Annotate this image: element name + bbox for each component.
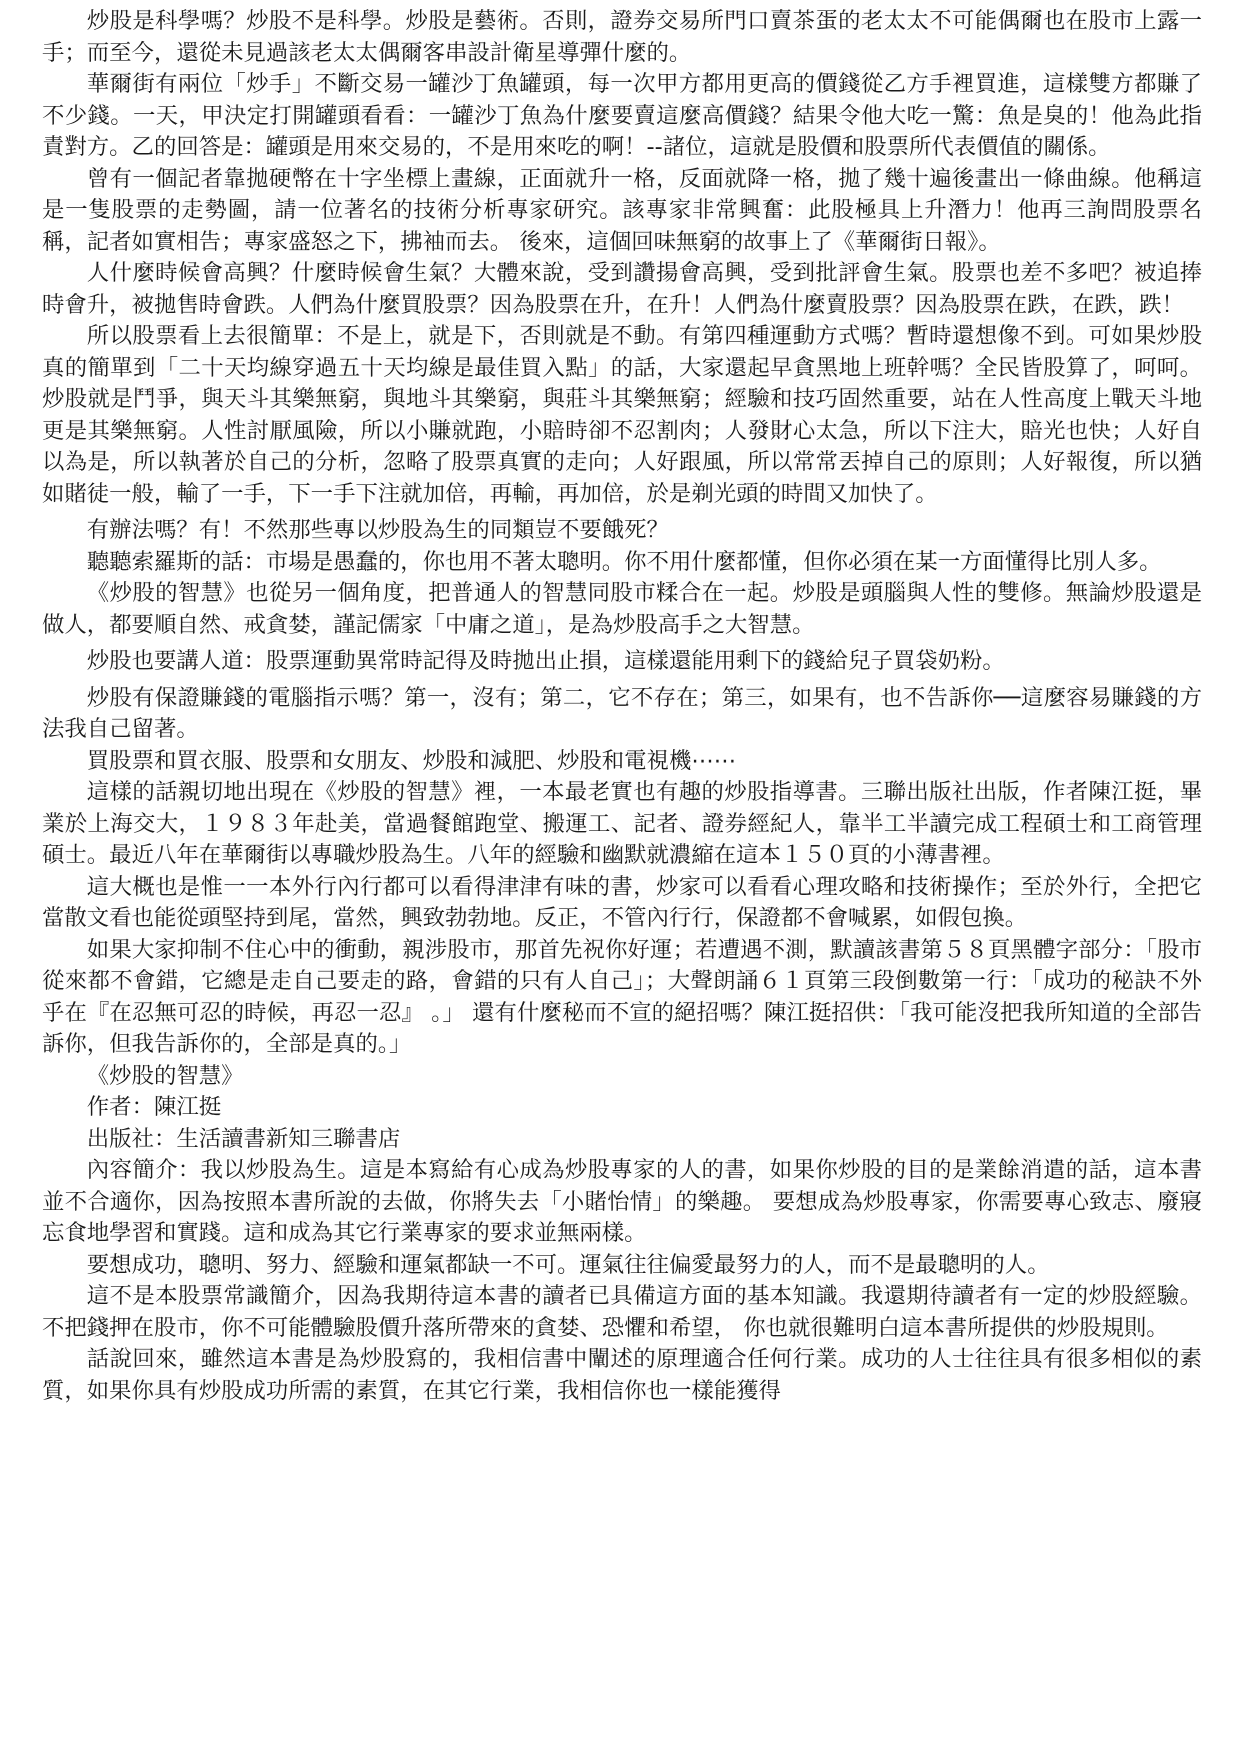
paragraph-4: 人什麼時候會高興？什麼時候會生氣？大體來說，受到讚揚會高興，受到批評會生氣。股票也差不多吧？被追捧時會升，被拋售時會跌。人們為什麼買股票？因為股票在升，在升！人們為什麼賣股票？因為股票在跌，在跌，跌！ — [42, 260, 1202, 318]
summary-paragraph-1: 內容簡介：我以炒股為生。這是本寫給有心成為炒股專家的人的書，如果你炒股的目的是業餘消遣的話，這本書並不合適你，因為按照本書所說的去做，你將失去「小賭怡情」的樂趣。 要想成為炒股專家，你需要專心致志、廢寢忘食地學習和實踐。這和成為其它行業專家的要求並無兩樣。 — [42, 1157, 1202, 1246]
publisher-line: 出版社：生活讀書新知三聯書店 — [86, 1125, 401, 1152]
paragraph-14: 如果大家抑制不住心中的衝動，親涉股市，那首先祝你好運；若遭遇不測，默讀該書第５８頁黑體字部分：「股市從來都不會錯，它總是走自己要走的路，會錯的只有人自己」；大聲朗誦６１頁第三段倒數第一行：「成功的秘訣不外乎在『在忍無可忍的時候，再忍一忍』 。」 還有什麼秘而不宣的絕招嗎？陳江挺招供：「我可能沒把我所知道的全部告訴你，但我告訴你的，全部是真的。」 — [42, 936, 1202, 1057]
paragraph-5: 所以股票看上去很簡單：不是上，就是下，否則就是不動。有第四種運動方式嗎？暫時還想像不到。可如果炒股真的簡單到「二十天均線穿過五十天均線是最佳買入點」的話，大家還起早貪黑地上班幹嗎？全民皆股算了，呵呵。炒股就是鬥爭，與天斗其樂無窮，與地斗其樂窮，與莊斗其樂無窮；經驗和技巧固然重要，站在人性高度上戰天斗地更是其樂無窮。人性討厭風險，所以小賺就跑，小賠時卻不忍割肉；人發財心太急，所以下注大，賠光也快；人好自以為是，所以執著於自己的分析，忽略了股票真實的走向；人好跟風，所以常常丟掉自己的原則；人好報復，所以猶如賭徒一般，輸了一手，下一手下注就加倍，再輸，再加倍，於是剃光頭的時間又加快了。 — [42, 323, 1202, 507]
paragraph-10: 炒股有保證賺錢的電腦指示嗎？第一，沒有；第二，它不存在；第三，如果有，也不告訴你──這麼容易賺錢的方法我自己留著。 — [42, 684, 1202, 742]
paragraph-7: 聽聽索羅斯的話：市場是愚蠢的，你也用不著太聰明。你不用什麼都懂，但你必須在某一方面懂得比別人多。 — [86, 548, 1162, 575]
summary-paragraph-2: 要想成功，聰明、努力、經驗和運氣都缺一不可。運氣往往偏愛最努力的人，而不是最聰明的人。 — [86, 1251, 1050, 1278]
paragraph-3: 曾有一個記者靠拋硬幣在十字坐標上畫線，正面就升一格，反面就降一格，拋了幾十遍後畫出一條曲線。他稱這是一隻股票的走勢圖，請一位著名的技術分析專家研究。該專家非常興奮：此股極具上升潛力！他再三詢問股票名稱，記者如實相告；專家盛怒之下，拂袖而去。 後來，這個回味無窮的故事上了《華爾街日報》。 — [42, 165, 1202, 255]
paragraph-1: 炒股是科學嗎？炒股不是科學。炒股是藝術。否則，證券交易所門口賣茶蛋的老太太不可能偶爾也在股市上露一手；而至今，還從未見過該老太太偶爾客串設計衛星導彈什麼的。 — [42, 8, 1202, 66]
author-line: 作者：陳江挺 — [86, 1094, 222, 1120]
paragraph-11: 買股票和買衣服、股票和女朋友、炒股和減肥、炒股和電視機⋯⋯ — [86, 747, 737, 774]
paragraph-8: 《炒股的智慧》也從另一個角度，把普通人的智慧同股市糅合在一起。炒股是頭腦與人性的雙修。無論炒股還是做人，都要順自然、戒貪婪，謹記儒家「中庸之道」，是為炒股高手之大智慧。 — [42, 580, 1202, 638]
paragraph-12: 這樣的話親切地出現在《炒股的智慧》裡，一本最老實也有趣的炒股指導書。三聯出版社出版，作者陳江挺，畢業於上海交大，１９８３年赴美，當過餐館跑堂、搬運工、記者、證券經紀人，靠半工半讀完成工程碩士和工商管理碩士。最近八年在華爾街以專職炒股為生。八年的經驗和幽默就濃縮在這本１５０頁的小薄書裡。 — [42, 779, 1202, 868]
paragraph-2: 華爾街有兩位「炒手」不斷交易一罐沙丁魚罐頭，每一次甲方都用更高的價錢從乙方手裡買進，這樣雙方都賺了不少錢。一天，甲決定打開罐頭看看：一罐沙丁魚為什麼要賣這麼高價錢？結果令他大吃一驚：魚是臭的！他為此指責對方。乙的回答是：罐頭是用來交易的，不是用來吃的啊！--諸位，這就是股價和股票所代表價值的關係。 — [42, 71, 1202, 160]
paragraph-9: 炒股也要講人道：股票運動異常時記得及時拋出止損，這樣還能用剩下的錢給兒子買袋奶粉。 — [86, 648, 1005, 674]
book-title-line: 《炒股的智慧》 — [86, 1062, 244, 1089]
summary-paragraph-3: 這不是本股票常識簡介，因為我期待這本書的讀者已具備這方面的基本知識。我還期待讀者有一定的炒股經驗。不把錢押在股市，你不可能體驗股價升落所帶來的貪婪、恐懼和希望， 你也就很難明白這本書所提供的炒股規則。 — [42, 1283, 1202, 1341]
paragraph-6: 有辦法嗎？有！不然那些專以炒股為生的同類豈不要餓死？ — [86, 517, 669, 543]
paragraph-13: 這大概也是惟一一本外行內行都可以看得津津有味的書，炒家可以看看心理攻略和技術操作；至於外行，全把它當散文看也能從頭堅持到尾，當然，興致勃勃地。反正，不管內行行，保證都不會喊累，如假包換。 — [42, 873, 1202, 931]
document-body — [42, 6, 1202, 1407]
summary-paragraph-4: 話說回來，雖然這本書是為炒股寫的，我相信書中闡述的原理適合任何行業。成功的人士往往具有很多相似的素質，如果你具有炒股成功所需的素質，在其它行業，我相信你也一樣能獲得 — [42, 1346, 1202, 1404]
